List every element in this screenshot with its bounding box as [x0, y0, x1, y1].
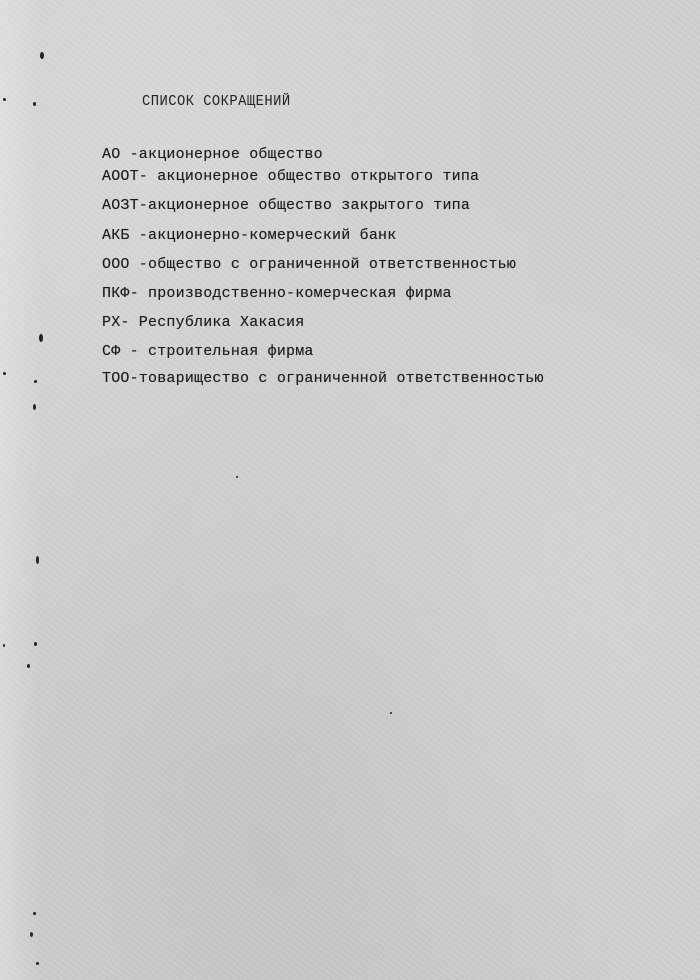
margin-mark — [3, 98, 6, 101]
margin-mark — [30, 932, 33, 937]
margin-mark — [34, 380, 37, 383]
margin-mark — [36, 962, 39, 965]
list-item: СФ - строительная фирма — [102, 343, 314, 360]
list-item: АОЗТ-акционерное общество закрытого типа — [102, 197, 471, 214]
margin-mark — [33, 102, 36, 106]
margin-mark — [36, 556, 39, 564]
list-item: АО -акционерное общество — [102, 146, 323, 163]
list-item: ООО -общество с ограниченной ответственностью — [102, 256, 517, 273]
abbreviation-list — [102, 0, 682, 980]
page-left-edge — [0, 0, 40, 980]
list-item: АКБ -акционерно-комерческий банк — [102, 227, 397, 244]
margin-mark — [34, 642, 37, 646]
list-item: ПКФ- производственно-комерческая фирма — [102, 285, 452, 302]
margin-mark — [27, 664, 30, 668]
margin-mark — [33, 912, 36, 915]
margin-mark — [39, 334, 43, 342]
margin-mark — [3, 644, 5, 647]
list-item: АООТ- акционерное общество открытого типа — [102, 168, 480, 185]
margin-mark — [3, 372, 6, 375]
list-item: РХ- Республика Хакасия — [102, 314, 305, 331]
list-item: ТОО-товарищество с ограниченной ответственностью — [102, 370, 544, 387]
margin-mark — [40, 52, 44, 59]
page-title: СПИСОК СОКРАЩЕНИЙ — [142, 93, 291, 110]
margin-mark — [33, 404, 36, 410]
